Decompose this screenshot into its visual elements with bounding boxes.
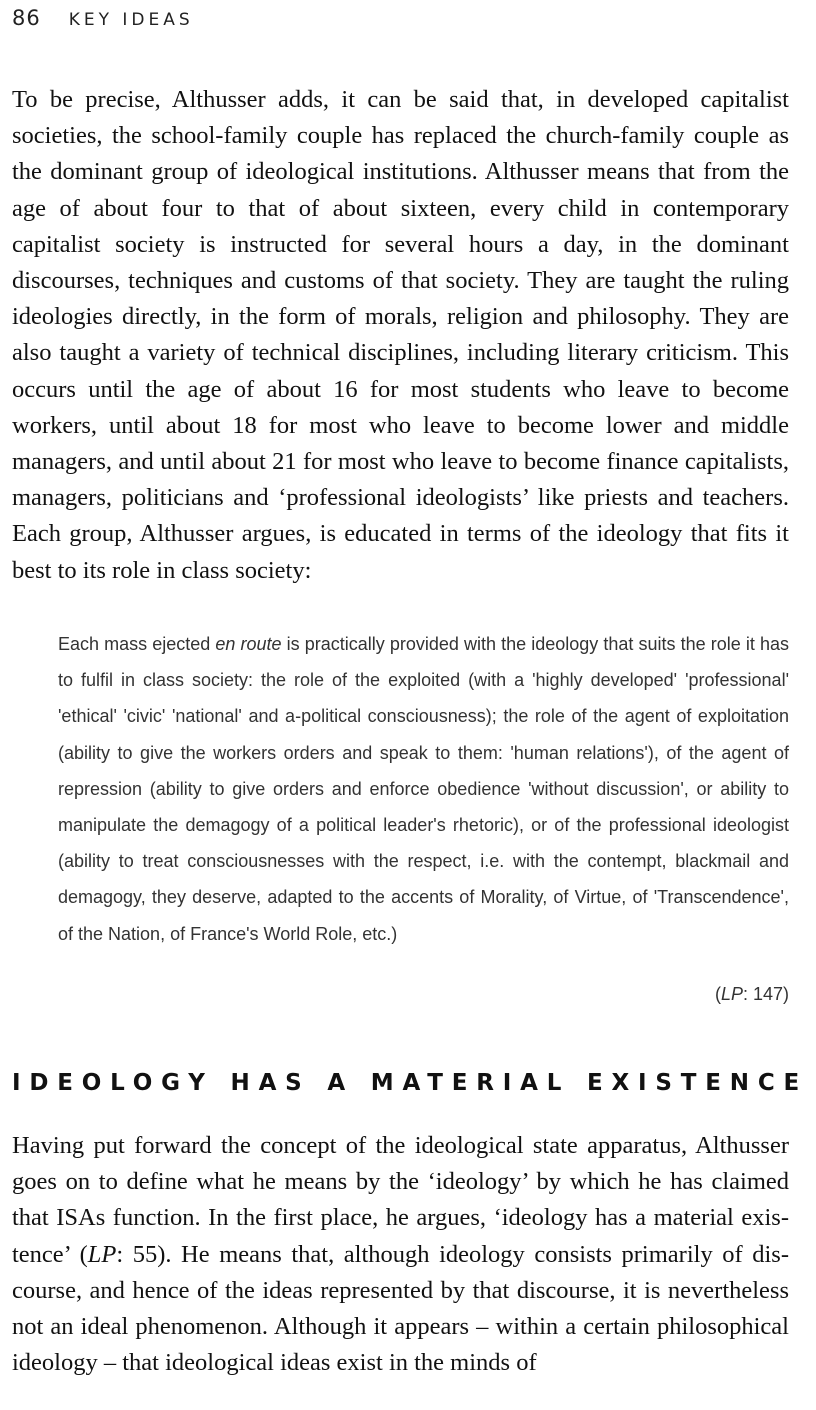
block-quote [58, 626, 789, 952]
running-head-title: KEY IDEAS [68, 10, 194, 30]
paragraph-2-text-start: Having put forward the concept of the ideological state apparatus, Althusser goes on to define what he means by the ‘ideology’ by which he has claimed that ISAs function. In the first place, he argues, ‘ideology has a material existence’ ( [12, 1132, 789, 1268]
citation-page: : 147) [742, 984, 789, 1004]
quote-italic-phrase: en route [215, 634, 282, 654]
running-head [12, 6, 194, 30]
body-paragraph-1: To be precise, Althusser adds, it can be said that, in developed capitalist societies, the school-family couple has replaced the church-family couple as the dominant group of ideological institutions. Althusser means that from the age of about four to that of about sixteen, every child in contemporary capitalist society is instructed for several hours a day, in the dominant discourses, techniques and customs of that society. They are taught the ruling ideologies directly, in the form of morals, religion and philosophy. They are also taught a variety of technical disciplines, including literary criticism. This occurs until the age of about 16 for most students who leave to become workers, until about 18 for most who leave to become lower and middle managers, and until about 21 for most who leave to become finance capitalists, managers, politicians and ‘professional ideologists’ like priests and teachers. Each group, Althusser argues, is educated in terms of the ideology that fits it best to its role in class society: [12, 86, 789, 584]
quote-text-rest: is practically provided with the ideology that suits the role it has to fulfil in class society: the role of the exploited (with a 'highly developed' 'professional' 'ethical' 'civic' 'national' and a-political consciousness); the role of the agent of exploitation (ability to give the workers orders and speak to them: 'human relations'), of the agent of repression (ability to give orders and enforce obedience 'without discussion', or ability to manipulate the demagogy of a political leader's rhetoric), or of the professional ideologist (ability to treat consciousnesses with the respect, i.e. with the contempt, blackmail and demagogy, they deserve, adapted to the accents of Morality, of Virtue, of 'Transcendence', of the Nation, of France's World Role, etc.) [58, 634, 790, 944]
body-paragraph-2 [12, 1128, 789, 1381]
page-number: 86 [12, 6, 41, 30]
citation-source: LP [720, 984, 743, 1004]
paragraph-2-citation-source: LP [87, 1240, 117, 1268]
section-heading: IDEOLOGY HAS A MATERIAL EXISTENCE [12, 1070, 809, 1096]
quote-text-start: Each mass ejected [58, 634, 216, 654]
citation-open: ( [714, 984, 721, 1004]
quote-citation [715, 984, 789, 1005]
paragraph-2-text-rest: : 55). He means that, although ideology consists primarily of discourse, and hence of the ideas represented by that discourse, it is nevertheless not an ideal phenomenon. Although it appears – within a certain philosophical ideology – that ideological ideas exist in the minds of [12, 1240, 789, 1377]
